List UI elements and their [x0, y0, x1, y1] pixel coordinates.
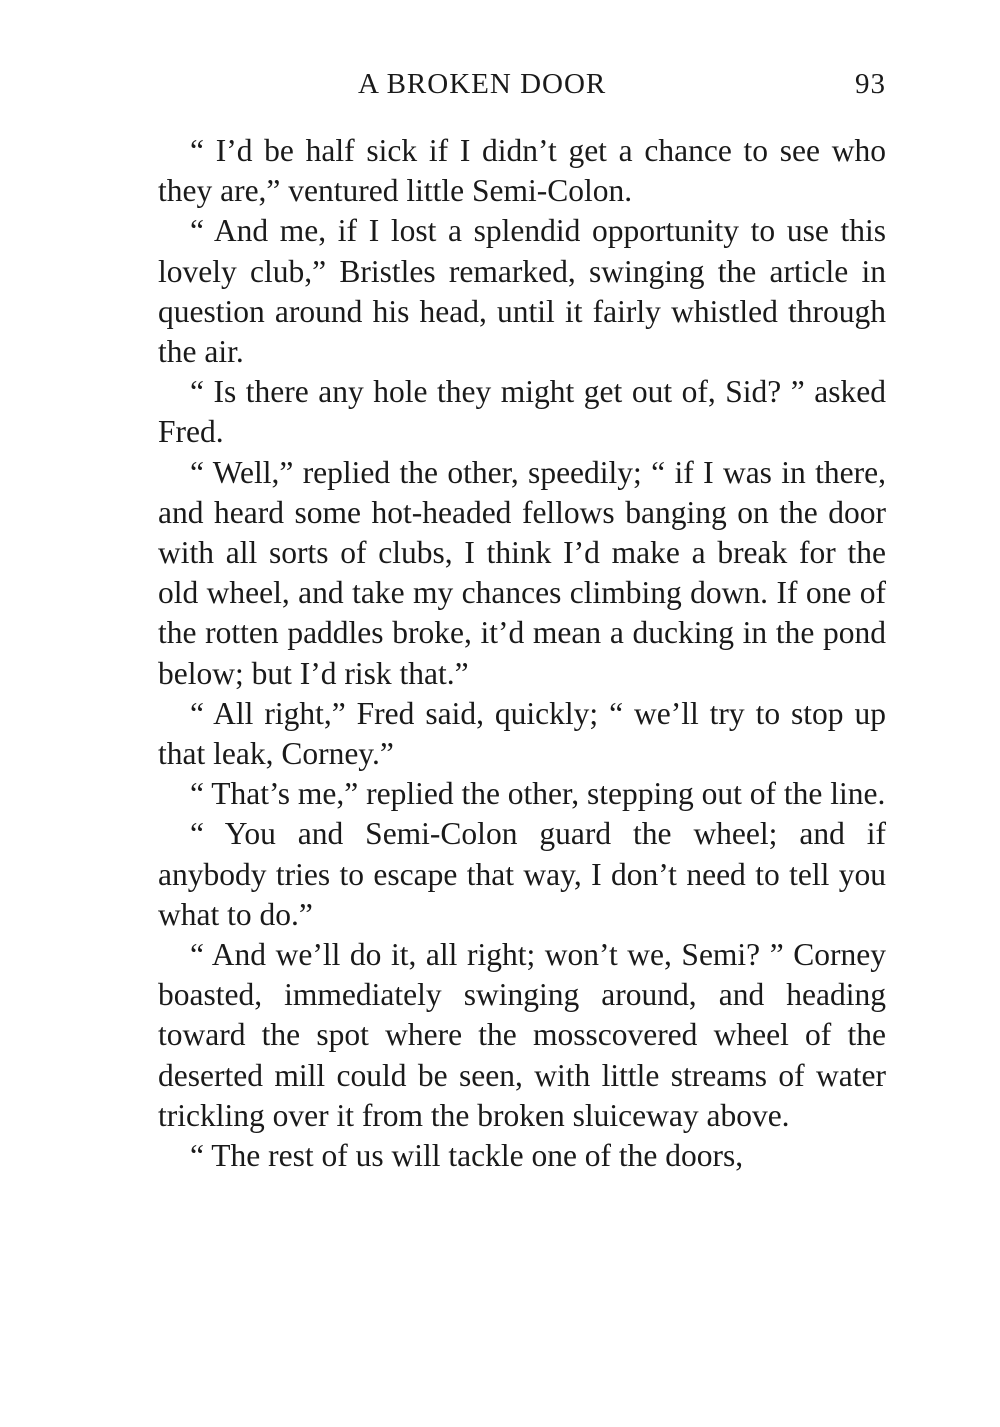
paragraph: “ The rest of us will tackle one of the doors, — [190, 1138, 744, 1174]
paragraph: “ And me, if I lost a splendid opportunity to use this lovely club,” Bristles remarked, swinging the article in question around his head, until it fairly whistled through the air. — [158, 213, 886, 370]
paragraph: “ That’s me,” replied the other, stepping out of the line. — [190, 776, 886, 812]
running-header — [158, 68, 886, 112]
paragraph: “ I’d be half sick if I didn’t get a chance to see who they are,” ventured little Semi-Colon. — [158, 133, 886, 209]
paragraph: “ Is there any hole they might get out of, Sid? ” asked Fred. — [158, 374, 886, 450]
page-number: 93 — [855, 68, 886, 100]
paragraph: “ You and Semi-Colon guard the wheel; and if anybody tries to escape that way, I don’t need to tell you what to do.” — [158, 816, 886, 932]
paragraph: “ And we’ll do it, all right; won’t we, Semi? ” Corney boasted, immediately swinging around, and heading toward the spot where the mosscovered wheel of the deserted mill could be seen, with little streams of water trickling over it from the broken sluiceway above. — [158, 937, 886, 1133]
paragraph: “ All right,” Fred said, quickly; “ we’ll try to stop up that leak, Corney.” — [158, 695, 886, 772]
body-text — [158, 131, 886, 1176]
paragraph: “ Well,” replied the other, speedily; “ if I was in there, and heard some hot-headed fellows banging on the door with all sorts of clubs, I think I’d make a break for the old wheel, and take my chances climbing down. If one of the rotten paddles broke, it’d mean a ducking in the pond below; but I’d risk that.” — [158, 454, 886, 691]
chapter-title: A BROKEN DOOR — [358, 68, 607, 100]
